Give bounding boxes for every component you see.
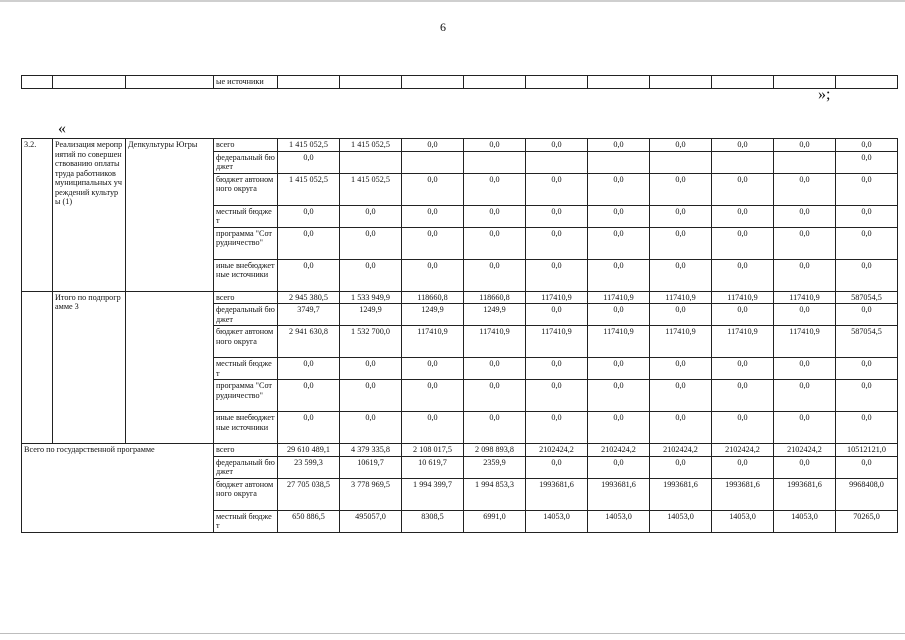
value-cell: 1 415 052,5 <box>340 173 402 205</box>
value-cell: 0,0 <box>650 456 712 478</box>
value-cell: 14053,0 <box>526 510 588 532</box>
value-cell: 0,0 <box>712 304 774 326</box>
subtotal-name-cell: Итого по подпрограмме 3 <box>53 291 126 444</box>
row-number-cell: 3.2. <box>22 139 53 292</box>
value-cell: 1 994 853,3 <box>464 478 526 510</box>
value-cell <box>402 151 464 173</box>
value-cell: 117410,9 <box>526 291 588 304</box>
value-cell: 0,0 <box>774 456 836 478</box>
funding-source-cell: иные внебюджетные источники <box>214 412 278 444</box>
value-cell: 0,0 <box>774 259 836 291</box>
value-cell: 0,0 <box>588 205 650 227</box>
value-cell: 0,0 <box>588 456 650 478</box>
table-row <box>22 139 898 152</box>
value-cell: 1993681,6 <box>650 478 712 510</box>
value-cell: 0,0 <box>588 173 650 205</box>
table-row <box>22 444 898 457</box>
value-cell <box>464 151 526 173</box>
value-cell: 0,0 <box>774 227 836 259</box>
value-cell: 0,0 <box>712 358 774 380</box>
value-cell <box>650 151 712 173</box>
value-cell: 10 619,7 <box>402 456 464 478</box>
value-cell: 0,0 <box>650 380 712 412</box>
value-cell: 117410,9 <box>464 326 526 358</box>
measure-name-cell: Реализация мероприятий по совершенствованию оплаты труда работников муниципальных учреждений культуры (1) <box>53 139 126 292</box>
value-cell: 14053,0 <box>712 510 774 532</box>
value-cell: 0,0 <box>588 358 650 380</box>
value-cell: 0,0 <box>650 205 712 227</box>
value-cell: 118660,8 <box>402 291 464 304</box>
value-cell: 0,0 <box>464 227 526 259</box>
value-cell: 0,0 <box>588 304 650 326</box>
value-cell: 117410,9 <box>402 326 464 358</box>
funding-source-cell: федеральный бюджет <box>214 304 278 326</box>
value-cell: 0,0 <box>774 412 836 444</box>
value-cell: 23 599,3 <box>278 456 340 478</box>
value-cell: 0,0 <box>526 205 588 227</box>
funding-source-cell: всего <box>214 444 278 457</box>
value-cell: 0,0 <box>836 412 898 444</box>
funding-source-cell: бюджет автономного округа <box>214 478 278 510</box>
value-cell <box>340 151 402 173</box>
funding-source-cell: программа "Сотрудничество" <box>214 227 278 259</box>
value-cell: 0,0 <box>712 412 774 444</box>
value-cell: 0,0 <box>340 259 402 291</box>
value-cell: 0,0 <box>402 173 464 205</box>
value-cell: 1993681,6 <box>526 478 588 510</box>
scan-edge-bottom <box>0 633 905 634</box>
value-cell: 0,0 <box>464 358 526 380</box>
value-cell <box>588 151 650 173</box>
value-cell: 0,0 <box>278 151 340 173</box>
funding-source-cell: федеральный бюджет <box>214 151 278 173</box>
value-cell <box>774 151 836 173</box>
value-cell: 0,0 <box>340 412 402 444</box>
value-cell: 1249,9 <box>340 304 402 326</box>
value-cell: 1993681,6 <box>712 478 774 510</box>
value-cell: 0,0 <box>712 173 774 205</box>
value-cell: 1 415 052,5 <box>340 139 402 152</box>
grand-total-name-cell: Всего по государственной программе <box>22 444 214 533</box>
value-cell: 0,0 <box>712 227 774 259</box>
value-cell: 0,0 <box>588 227 650 259</box>
value-cell: 0,0 <box>402 139 464 152</box>
funding-source-cell: всего <box>214 139 278 152</box>
funding-source-cell: программа "Сотрудничество" <box>214 380 278 412</box>
table-row <box>22 291 898 304</box>
funding-source-cell: местный бюджет <box>214 205 278 227</box>
value-cell: 1 533 949,9 <box>340 291 402 304</box>
value-cell: 0,0 <box>712 205 774 227</box>
value-cell: 2102424,2 <box>526 444 588 457</box>
value-cell: 118660,8 <box>464 291 526 304</box>
value-cell: 0,0 <box>836 151 898 173</box>
value-cell: 650 886,5 <box>278 510 340 532</box>
value-cell: 0,0 <box>836 358 898 380</box>
value-cell: 0,0 <box>340 358 402 380</box>
value-cell: 0,0 <box>650 139 712 152</box>
value-cell: 0,0 <box>650 173 712 205</box>
value-cell: 0,0 <box>650 358 712 380</box>
value-cell: 0,0 <box>650 304 712 326</box>
value-cell: 2102424,2 <box>712 444 774 457</box>
funding-source-cell: всего <box>214 291 278 304</box>
value-cell: 2102424,2 <box>774 444 836 457</box>
responsible-org-cell <box>126 291 214 444</box>
value-cell: 0,0 <box>836 173 898 205</box>
value-cell: 2 945 380,5 <box>278 291 340 304</box>
value-cell: 0,0 <box>836 456 898 478</box>
value-cell: 1249,9 <box>402 304 464 326</box>
page-number: 6 <box>440 20 446 34</box>
row-number-cell <box>22 291 53 444</box>
value-cell: 4 379 335,8 <box>340 444 402 457</box>
value-cell: 14053,0 <box>650 510 712 532</box>
value-cell: 0,0 <box>588 139 650 152</box>
value-cell: 0,0 <box>774 358 836 380</box>
value-cell: 14053,0 <box>774 510 836 532</box>
value-cell: 1 415 052,5 <box>278 173 340 205</box>
value-cell: 70265,0 <box>836 510 898 532</box>
value-cell: 0,0 <box>836 259 898 291</box>
value-cell: 0,0 <box>526 358 588 380</box>
value-cell: 3749,7 <box>278 304 340 326</box>
value-cell: 0,0 <box>650 412 712 444</box>
value-cell: 0,0 <box>464 205 526 227</box>
value-cell: 0,0 <box>340 205 402 227</box>
value-cell: 14053,0 <box>588 510 650 532</box>
value-cell: 0,0 <box>836 227 898 259</box>
value-cell: 0,0 <box>278 412 340 444</box>
value-cell: 6991,0 <box>464 510 526 532</box>
value-cell: 0,0 <box>774 304 836 326</box>
value-cell: 0,0 <box>278 205 340 227</box>
source-cell: ые источники <box>214 76 278 89</box>
value-cell: 0,0 <box>526 139 588 152</box>
scan-edge-top <box>0 0 905 2</box>
value-cell: 1 532 700,0 <box>340 326 402 358</box>
value-cell: 0,0 <box>402 259 464 291</box>
funding-source-cell: бюджет автономного округа <box>214 173 278 205</box>
value-cell <box>712 151 774 173</box>
value-cell: 117410,9 <box>712 326 774 358</box>
value-cell: 0,0 <box>340 227 402 259</box>
value-cell: 0,0 <box>836 205 898 227</box>
value-cell: 0,0 <box>464 173 526 205</box>
value-cell: 0,0 <box>340 380 402 412</box>
value-cell: 0,0 <box>712 139 774 152</box>
value-cell: 587054,5 <box>836 326 898 358</box>
closing-quote: »; <box>818 86 831 103</box>
value-cell: 1 415 052,5 <box>278 139 340 152</box>
value-cell: 1249,9 <box>464 304 526 326</box>
value-cell: 0,0 <box>836 139 898 152</box>
value-cell: 0,0 <box>402 358 464 380</box>
value-cell: 0,0 <box>526 227 588 259</box>
value-cell: 10512121,0 <box>836 444 898 457</box>
value-cell: 117410,9 <box>712 291 774 304</box>
value-cell: 0,0 <box>650 259 712 291</box>
value-cell: 0,0 <box>278 380 340 412</box>
funding-source-cell: иные внебюджетные источники <box>214 259 278 291</box>
value-cell: 0,0 <box>526 456 588 478</box>
value-cell: 9968408,0 <box>836 478 898 510</box>
funding-source-cell: федеральный бюджет <box>214 456 278 478</box>
value-cell: 10619,7 <box>340 456 402 478</box>
value-cell: 1993681,6 <box>588 478 650 510</box>
value-cell: 2 941 630,8 <box>278 326 340 358</box>
value-cell: 0,0 <box>588 412 650 444</box>
value-cell: 0,0 <box>402 412 464 444</box>
value-cell: 0,0 <box>774 139 836 152</box>
value-cell: 2359,9 <box>464 456 526 478</box>
value-cell: 495057,0 <box>340 510 402 532</box>
value-cell: 0,0 <box>712 380 774 412</box>
value-cell: 0,0 <box>526 304 588 326</box>
value-cell: 0,0 <box>278 358 340 380</box>
value-cell: 2 108 017,5 <box>402 444 464 457</box>
value-cell: 0,0 <box>464 259 526 291</box>
value-cell: 0,0 <box>526 173 588 205</box>
value-cell: 0,0 <box>650 227 712 259</box>
value-cell: 0,0 <box>402 205 464 227</box>
funding-source-cell: бюджет автономного округа <box>214 326 278 358</box>
funding-source-cell: местный бюджет <box>214 510 278 532</box>
table-row <box>22 76 898 89</box>
value-cell: 0,0 <box>836 304 898 326</box>
funding-source-cell: местный бюджет <box>214 358 278 380</box>
value-cell: 0,0 <box>774 380 836 412</box>
value-cell: 0,0 <box>526 380 588 412</box>
value-cell: 117410,9 <box>650 291 712 304</box>
value-cell: 0,0 <box>712 456 774 478</box>
value-cell: 0,0 <box>526 259 588 291</box>
value-cell: 0,0 <box>774 205 836 227</box>
value-cell: 0,0 <box>526 412 588 444</box>
value-cell: 587054,5 <box>836 291 898 304</box>
value-cell <box>526 151 588 173</box>
value-cell: 8308,5 <box>402 510 464 532</box>
value-cell: 3 778 969,5 <box>340 478 402 510</box>
value-cell: 0,0 <box>402 227 464 259</box>
value-cell: 29 610 489,1 <box>278 444 340 457</box>
value-cell: 117410,9 <box>526 326 588 358</box>
value-cell: 0,0 <box>278 227 340 259</box>
value-cell: 2102424,2 <box>588 444 650 457</box>
value-cell: 117410,9 <box>774 291 836 304</box>
value-cell: 0,0 <box>588 380 650 412</box>
value-cell: 0,0 <box>278 259 340 291</box>
value-cell: 0,0 <box>464 139 526 152</box>
opening-quote: « <box>58 120 66 137</box>
budget-table <box>21 138 898 533</box>
value-cell: 2 098 893,8 <box>464 444 526 457</box>
value-cell: 27 705 038,5 <box>278 478 340 510</box>
value-cell: 0,0 <box>464 412 526 444</box>
value-cell: 117410,9 <box>774 326 836 358</box>
value-cell: 0,0 <box>836 380 898 412</box>
value-cell: 117410,9 <box>588 291 650 304</box>
value-cell: 0,0 <box>402 380 464 412</box>
value-cell: 1 994 399,7 <box>402 478 464 510</box>
value-cell: 1993681,6 <box>774 478 836 510</box>
responsible-org-cell: Депкультуры Югры <box>126 139 214 292</box>
value-cell: 2102424,2 <box>650 444 712 457</box>
value-cell: 0,0 <box>712 259 774 291</box>
value-cell: 0,0 <box>464 380 526 412</box>
table-fragment-top <box>21 75 898 89</box>
value-cell: 117410,9 <box>588 326 650 358</box>
value-cell: 0,0 <box>588 259 650 291</box>
value-cell: 0,0 <box>774 173 836 205</box>
value-cell: 117410,9 <box>650 326 712 358</box>
